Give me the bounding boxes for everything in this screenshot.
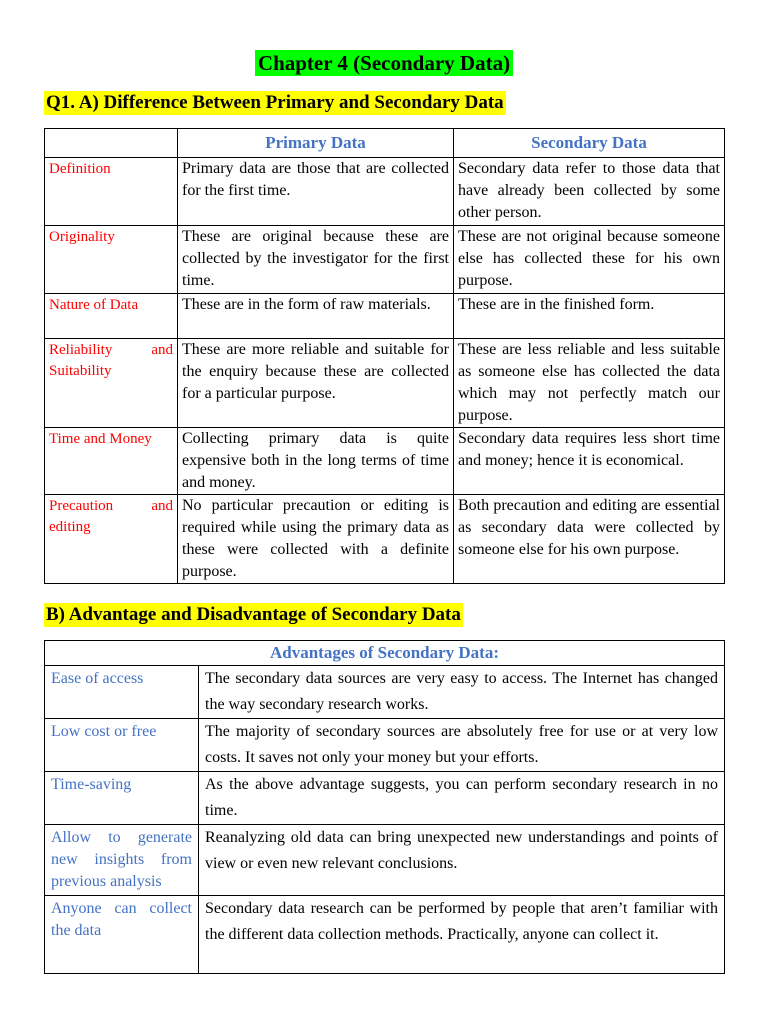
row-label: Precaution and editing [45,495,178,584]
header-secondary: Secondary Data [454,129,725,158]
header-blank [45,129,178,158]
advantage-text: Secondary data research can be performed by people that aren’t familiar with the different data collection methods. Practically, anyone can collect it. [199,896,725,974]
primary-cell: These are more reliable and suitable for the enquiry because these are collected for a particular purpose. [178,339,454,428]
table-row [45,772,725,825]
table-row [45,719,725,772]
secondary-cell: These are less reliable and less suitable as someone else has collected the data which may not perfectly match our purpose. [454,339,725,428]
advantage-text: The majority of secondary sources are absolutely free for use or at very low costs. It saves not only your money but your efforts. [199,719,725,772]
comparison-table [44,128,725,584]
table-row [45,339,725,428]
advantages-header-row [45,641,725,666]
table-row [45,158,725,226]
row-label: Time and Money [45,428,178,495]
row-label: Definition [45,158,178,226]
q1-heading: Q1. A) Difference Between Primary and Secondary Data [46,92,504,113]
advantage-label: Low cost or free [45,719,199,772]
advantages-header: Advantages of Secondary Data: [45,641,725,666]
advantage-text: Reanalyzing old data can bring unexpected new understandings and points of view or even new relevant conclusions. [199,825,725,896]
table-row [45,896,725,974]
page-title: Chapter 4 (Secondary Data) [255,50,513,76]
secondary-cell: These are in the finished form. [454,294,725,339]
advantage-label: Allow to generate new insights from previous analysis [45,825,199,896]
secondary-cell: Secondary data refer to those data that have already been collected by some other person. [454,158,725,226]
table-row [45,666,725,719]
advantages-table [44,640,725,974]
primary-cell: These are original because these are collected by the investigator for the first time. [178,226,454,294]
table-row [45,226,725,294]
advantage-text: As the above advantage suggests, you can perform secondary research in no time. [199,772,725,825]
primary-cell: These are in the form of raw materials. [178,294,454,339]
header-primary: Primary Data [178,129,454,158]
comparison-header-row [45,129,725,158]
advantage-label: Ease of access [45,666,199,719]
title-wrap [0,50,768,76]
primary-cell: Primary data are those that are collected for the first time. [178,158,454,226]
advantage-label: Time-saving [45,772,199,825]
primary-cell: Collecting primary data is quite expensive both in the long terms of time and money. [178,428,454,495]
b-heading: B) Advantage and Disadvantage of Secondary Data [46,604,461,625]
table-row [45,825,725,896]
row-label: Reliability and Suitability [45,339,178,428]
advantage-text: The secondary data sources are very easy to access. The Internet has changed the way secondary research works. [199,666,725,719]
row-label: Nature of Data [45,294,178,339]
secondary-cell: These are not original because someone else has collected these for his own purpose. [454,226,725,294]
row-label: Originality [45,226,178,294]
table-row [45,495,725,584]
table-row [45,294,725,339]
advantage-label: Anyone can collect the data [45,896,199,974]
table-row [45,428,725,495]
secondary-cell: Both precaution and editing are essential as secondary data were collected by someone else for his own purpose. [454,495,725,584]
primary-cell: No particular precaution or editing is required while using the primary data as these were collected with a definite purpose. [178,495,454,584]
secondary-cell: Secondary data requires less short time and money; hence it is economical. [454,428,725,495]
